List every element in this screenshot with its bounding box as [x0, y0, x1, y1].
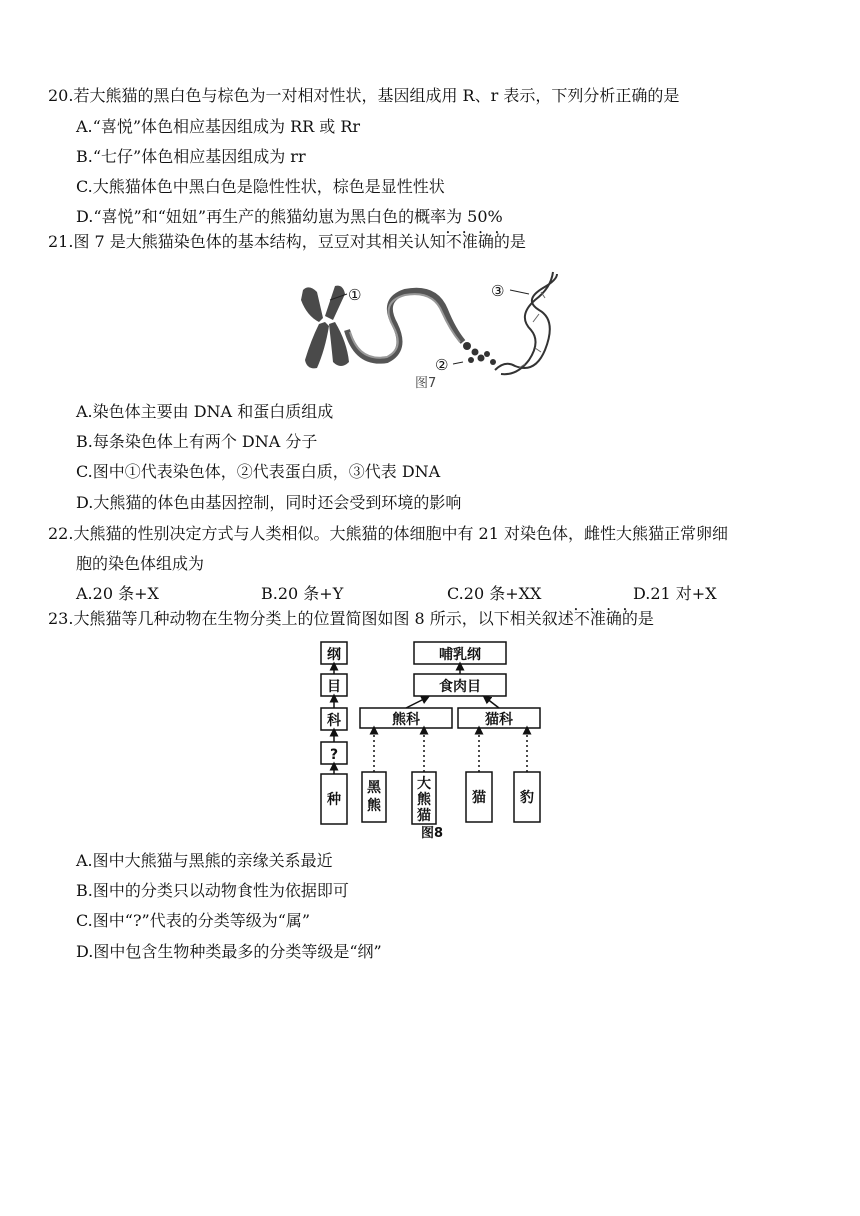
- q21-option-d: D.大熊猫的体色由基因控制，同时还会受到环境的影响: [76, 493, 462, 512]
- rank-label-species: 种: [327, 792, 341, 808]
- figure-7-label-1: ①: [348, 286, 362, 304]
- q22-option-d: D.21 对+X: [633, 584, 717, 603]
- q20-option-d: D.“喜悦”和“妞妞”再生产的熊猫幼崽为黑白色的概率为 50%: [76, 207, 503, 226]
- class-label: 哺乳纲: [439, 647, 481, 663]
- q20-option-b: B.“七仔”体色相应基因组成为 rr: [76, 147, 306, 166]
- figure-8-classification-diagram: [316, 640, 548, 840]
- species-label-giant-panda-3: 猫: [417, 808, 431, 824]
- rank-label-unknown: ?: [329, 747, 339, 763]
- species-label-cat: 猫: [472, 790, 486, 806]
- q22-option-a: A.20 条+X: [76, 584, 159, 603]
- order-label: 食肉目: [439, 679, 481, 695]
- q21-stem: [48, 231, 526, 253]
- q21-stem-part2: 的是: [493, 232, 526, 251]
- rank-label-order: 目: [327, 679, 341, 695]
- figure-8-caption: 图8: [420, 826, 444, 840]
- species-label-leopard: 豹: [520, 790, 534, 806]
- q22-option-b: B.20 条+Y: [261, 584, 344, 603]
- species-label-giant-panda-2: 熊: [417, 792, 431, 808]
- q22-stem-line2: 胞的染色体组成为: [76, 554, 205, 573]
- species-label-giant-panda: 大: [417, 776, 431, 792]
- q23-stem-part2: 的是: [621, 609, 654, 628]
- q23-option-c: C.图中“?”代表的分类等级为“属”: [76, 911, 311, 930]
- q21-option-b: B.每条染色体上有两个 DNA 分子: [76, 432, 318, 451]
- q23-option-b: B.图中的分类只以动物食性为依据即可: [76, 881, 349, 900]
- q23-stem: [48, 608, 654, 630]
- q21-stem-part1: 21.图 7 是大熊猫染色体的基本结构，豆豆对其相关认知: [48, 232, 446, 251]
- species-label-black-bear: 黑: [367, 780, 381, 796]
- q22-stem-line1: 22.大熊猫的性别决定方式与人类相似。大熊猫的体细胞中有 21 对染色体，雌性大熊猫正常卵细: [48, 524, 728, 543]
- q23-option-d: D.图中包含生物种类最多的分类等级是“纲”: [76, 942, 382, 961]
- q20-stem: 20.若大熊猫的黑白色与棕色为一对相对性状，基因组成用 R、r 表示，下列分析正确的是: [48, 86, 680, 105]
- figure-7-caption: 图7: [415, 376, 437, 391]
- family-label-cat: 猫科: [485, 712, 513, 728]
- q21-option-c: C.图中①代表染色体，②代表蛋白质，③代表 DNA: [76, 462, 441, 481]
- figure-7-label-2: ②: [435, 356, 449, 374]
- nucleosome-beads: [463, 342, 496, 365]
- q21-option-a: A.染色体主要由 DNA 和蛋白质组成: [76, 402, 334, 421]
- figure-7-label-3: ③: [491, 282, 505, 300]
- chromosome-shape: [301, 286, 349, 369]
- q23-stem-part1: 23.大熊猫等几种动物在生物分类上的位置简图如图 8 所示，以下相关叙述: [48, 609, 574, 628]
- q23-option-a: A.图中大熊猫与黑熊的亲缘关系最近: [76, 851, 333, 870]
- q22-option-c: C.20 条+XX: [447, 584, 542, 603]
- rank-label-family: 科: [327, 713, 341, 729]
- coiled-chromatin: [347, 291, 463, 361]
- species-label-black-bear-2: 熊: [367, 798, 381, 814]
- species-labels: [367, 775, 534, 824]
- rank-label-class: 纲: [327, 647, 341, 663]
- q23-stem-emphasis: 不准确 • • • •: [574, 609, 622, 628]
- q21-stem-emphasis: 不准确 • • • •: [446, 232, 494, 251]
- family-label-bear: 熊科: [392, 712, 420, 728]
- figure-7-chromosome-diagram: [295, 270, 575, 395]
- q20-option-c: C.大熊猫体色中黑白色是隐性性状，棕色是显性性状: [76, 177, 445, 196]
- q20-option-a: A.“喜悦”体色相应基因组成为 RR 或 Rr: [76, 117, 361, 136]
